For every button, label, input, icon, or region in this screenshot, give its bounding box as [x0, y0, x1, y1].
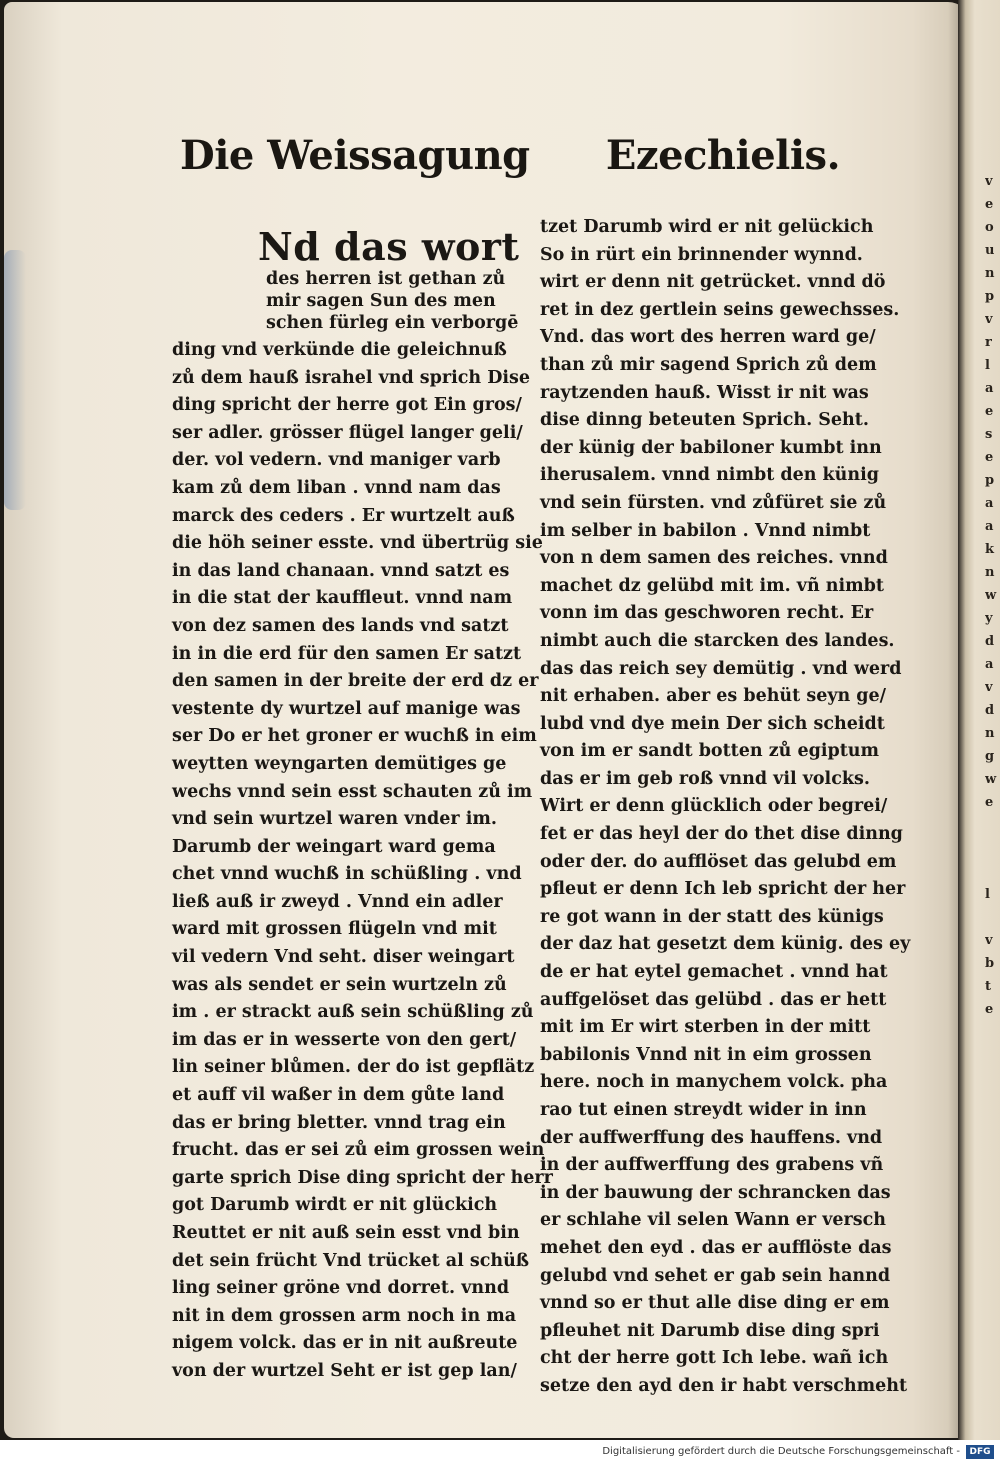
margin-fragment: p [985, 289, 995, 304]
dfg-logo: DFG [966, 1445, 994, 1459]
text-line: ret in dez gertlein seins gewechsses. [540, 299, 900, 320]
text-line: rao tut einen streydt wider in inn [540, 1100, 867, 1120]
right-text-column [540, 214, 910, 1401]
margin-fragment [985, 906, 1000, 929]
margin-fragment: s [985, 427, 993, 442]
text-line: frucht. das er sei zů eim grossen wein [172, 1140, 545, 1161]
margin-fragment: l [985, 887, 990, 902]
text-line: im das er in wesserte von den gert/ [172, 1029, 517, 1050]
text-line: vnnd so er thut alle dise ding er em [540, 1293, 890, 1314]
opening-line: schen fürleg ein verborgē [266, 313, 519, 333]
text-line: de er hat eytel gemachet . vnnd hat [540, 962, 888, 983]
margin-fragment: o [985, 220, 994, 235]
margin-fragment: b [985, 956, 995, 971]
text-line: in der auffwerffung des grabens vñ [540, 1155, 884, 1176]
margin-fragment: v [985, 680, 993, 695]
text-line: than zů mir sagend Sprich zů dem [540, 354, 877, 375]
text-line: iherusalem. vnnd nimbt den künig [540, 465, 880, 486]
margin-fragment [985, 814, 1000, 837]
chapter-opening [258, 224, 520, 334]
text-line: setze den ayd den ir habt verschmeht [540, 1375, 908, 1396]
text-line: re got wann in der statt des künigs [540, 906, 884, 927]
text-line: tzet Darumb wird er nit gelückich [540, 217, 874, 237]
text-line: lubd vnd dye mein Der sich scheidt [540, 713, 885, 734]
text-line: kam zů dem liban . vnnd nam das [172, 477, 501, 498]
margin-fragment: r [985, 335, 992, 350]
margin-fragment: w [985, 588, 997, 603]
text-line: im . er strackt auß sein schüßling zů [172, 1002, 534, 1023]
margin-fragment: e [985, 1002, 994, 1017]
text-line: im selber in babilon . Vnnd nimbt [540, 520, 871, 541]
text-line: von n dem samen des reiches. vnnd [540, 548, 888, 569]
text-line: fet er das heyl der do thet dise dinng [540, 824, 903, 845]
text-line: here. noch in manychem volck. pha [540, 1072, 888, 1093]
text-line: das er im geb roß vnnd vil volcks. [540, 768, 870, 789]
text-line: ließ auß ir zweyd . Vnnd ein adler [172, 891, 503, 912]
text-line: ward mit grossen flügeln vnd mit [172, 919, 497, 940]
margin-fragment: p [985, 473, 995, 488]
text-line: auffgelöset das gelübd . das er hett [540, 989, 887, 1010]
text-line: Darumb der weingart ward gema [172, 836, 496, 857]
text-line: lin seiner blůmen. der do ist gepflätz [172, 1057, 535, 1078]
text-line: vestente dy wurtzel auf manige was [172, 698, 521, 719]
margin-fragment: u [985, 243, 995, 258]
page-stain [4, 250, 26, 510]
margin-fragment: d [985, 703, 995, 718]
left-text-column [172, 337, 553, 1386]
text-line: ding vnd verkünde die geleichnuß [172, 340, 507, 360]
text-line: das er bring bletter. vnnd trag ein [172, 1112, 506, 1133]
text-line: nit in dem grossen arm noch in ma [172, 1305, 517, 1326]
opening-line: mir sagen Sun des men [266, 291, 496, 311]
text-line: das das reich sey demütig . vnd werd [540, 658, 902, 679]
text-line: Wirt er denn glücklich oder begrei/ [540, 796, 888, 817]
text-line: den samen in der breite der erd dz er [172, 671, 539, 692]
funding-credit: Digitalisierung gefördert durch die Deutsche Forschungsgemeinschaft - [602, 1446, 960, 1457]
text-line: cht der herre gott Ich lebe. wañ ich [540, 1348, 889, 1369]
text-line: der. vol vedern. vnd maniger varb [172, 450, 501, 471]
text-line: oder der. do aufflöset das gelubd em [540, 851, 897, 872]
text-line: was als sendet er sein wurtzeln zů [172, 974, 507, 995]
text-line: Vnd. das wort des herren ward ge/ [540, 327, 876, 348]
margin-fragment: e [985, 404, 994, 419]
running-head-right: Ezechielis. [605, 132, 840, 179]
text-line: vil vedern Vnd seht. diser weingart [172, 947, 515, 968]
text-line: got Darumb wirdt er nit glückich [172, 1195, 498, 1216]
text-line: garte sprich Dise ding spricht der herr [172, 1167, 553, 1188]
text-line: in in die erd für den samen Er satzt [172, 643, 522, 664]
text-line: pfleut er denn Ich leb spricht der her [540, 879, 906, 900]
text-line: vnd sein wurtzel waren vnder im. [172, 809, 497, 830]
margin-fragment: a [985, 496, 994, 511]
text-line: die höh seiner esste. vnd übertrüg sie [172, 533, 543, 554]
text-line: vnd sein fürsten. vnd zůfüret sie zů [540, 492, 887, 513]
margin-fragment: w [985, 772, 997, 787]
text-line: zů dem hauß israhel vnd sprich Dise [172, 367, 531, 388]
text-line: Reuttet er nit auß sein esst vnd bin [172, 1223, 520, 1243]
margin-fragment [985, 837, 1000, 860]
text-line: machet dz gelübd mit im. vñ nimbt [540, 575, 885, 596]
margin-fragment: g [985, 749, 995, 764]
text-line: in das land chanaan. vnnd satzt es [172, 560, 510, 581]
text-line: wechs vnnd sein esst schauten zů im [172, 781, 533, 802]
text-line: dise dinng beteuten Sprich. Seht. [540, 410, 869, 431]
text-line: pfleuhet nit Darumb dise ding spri [540, 1320, 880, 1341]
margin-fragment: v [985, 174, 993, 189]
margin-fragment: d [985, 634, 995, 649]
text-line: er schlahe vil selen Wann er versch [540, 1210, 886, 1231]
text-line: det sein frücht Vnd trücket al schüß [172, 1250, 530, 1271]
margin-fragment: n [985, 565, 995, 580]
text-line: nigem volck. das er in nit außreute [172, 1333, 518, 1354]
text-line: ling seiner gröne vnd dorret. vnnd [172, 1278, 510, 1299]
text-line: vonn im das geschworen recht. Er [540, 603, 874, 624]
footer-bar [0, 1440, 1000, 1465]
text-line: mehet den eyd . das er aufflöste das [540, 1237, 892, 1258]
text-line: von im er sandt botten zů egiptum [540, 741, 880, 762]
margin-fragment: t [985, 979, 992, 994]
text-line: von der wurtzel Seht er ist gep lan/ [172, 1360, 517, 1381]
text-line: et auff vil waßer in dem gůte land [172, 1085, 505, 1106]
text-line: von dez samen des lands vnd satzt [172, 615, 509, 636]
margin-fragment: v [985, 933, 993, 948]
text-line: weytten weyngarten demütiges ge [172, 753, 507, 774]
text-line: der künig der babiloner kumbt inn [540, 437, 882, 458]
text-line: der daz hat gesetzt dem künig. des ey [540, 934, 911, 955]
margin-fragment: y [985, 611, 993, 626]
text-line: raytzenden hauß. Wisst ir nit was [540, 382, 869, 403]
running-head [180, 132, 840, 192]
margin-fragment: a [985, 657, 994, 672]
text-line: wirt er denn nit getrücket. vnnd dö [540, 272, 886, 293]
text-line: nimbt auch die starcken des landes. [540, 630, 895, 651]
margin-fragment: e [985, 197, 994, 212]
text-line: babilonis Vnnd nit in eim grossen [540, 1044, 872, 1065]
margin-fragment: v [985, 312, 993, 327]
margin-fragment: n [985, 266, 995, 281]
margin-fragment: e [985, 450, 994, 465]
text-line: ding spricht der herre got Ein gros/ [172, 395, 522, 416]
text-line: marck des ceders . Er wurtzelt auß [172, 505, 515, 526]
running-head-left: Die Weissagung [180, 132, 530, 179]
margin-fragment [985, 860, 1000, 883]
text-line: nit erhaben. aber es behüt seyn ge/ [540, 686, 887, 707]
margin-fragment: a [985, 381, 994, 396]
text-line: So in rürt ein brinnender wynnd. [540, 244, 863, 265]
facing-page-fragments [985, 170, 1000, 1021]
margin-fragment: a [985, 519, 994, 534]
text-line: in der bauwung der schrancken das [540, 1182, 891, 1203]
margin-fragment: l [985, 358, 990, 373]
text-line: mit im Er wirt sterben in der mitt [540, 1017, 871, 1038]
margin-fragment: k [985, 542, 995, 557]
text-line: der auffwerffung des hauffens. vnd [540, 1127, 883, 1148]
opening-line: des herren ist gethan zů [266, 269, 506, 289]
text-line: gelubd vnd sehet er gab sein hannd [540, 1265, 891, 1286]
text-line: in die stat der kauffleut. vnnd nam [172, 588, 513, 609]
text-line: ser adler. grösser flügel langer gelі/ [172, 422, 523, 443]
text-line: chet vnnd wuchß in schüßling . vnd [172, 864, 522, 885]
decorated-initial-word: Nd das wort [258, 224, 520, 269]
text-line: ser Do er het groner er wuchß in eim [172, 726, 537, 747]
margin-fragment: e [985, 795, 994, 810]
margin-fragment: n [985, 726, 995, 741]
